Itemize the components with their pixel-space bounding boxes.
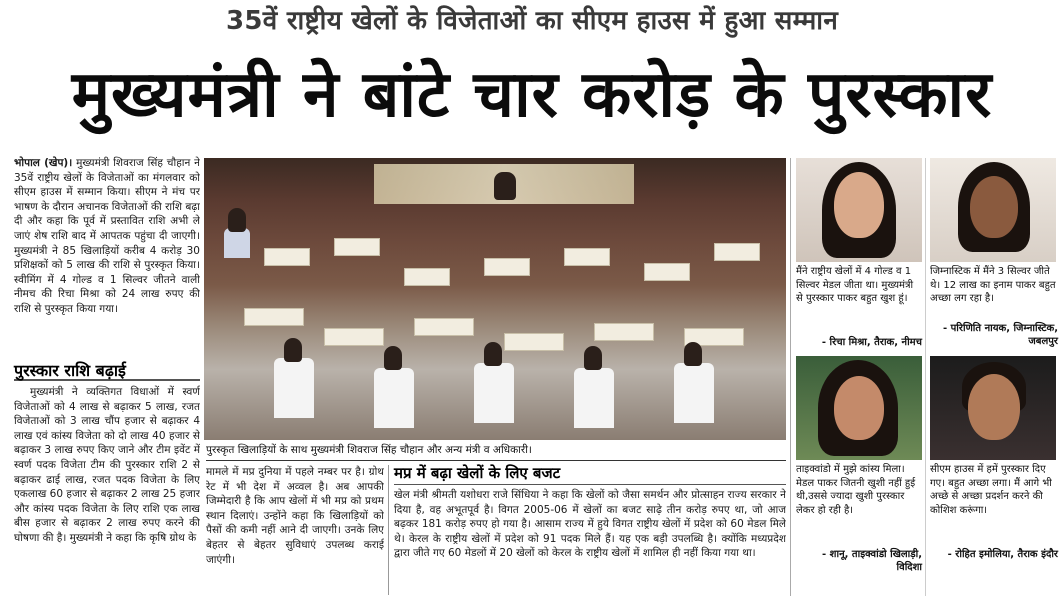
dateline: भोपाल (खेप)। [14, 157, 73, 169]
group-photo [204, 158, 786, 440]
quote-author: - परिणिति नायक, जिम्नास्टिक, जबलपुर [942, 323, 1058, 347]
portrait-rohit-imolia [930, 356, 1056, 460]
photo-cheque [244, 308, 304, 326]
portrait-face [968, 374, 1020, 440]
photo-cheque [334, 238, 380, 256]
divider [388, 465, 389, 595]
quote-text: मैंने राष्ट्रीय खेलों में 4 गोल्ड व 1 सिल्वर मेडल जीता था। मुख्यमंत्री से पुरस्कार पाकर बहुत खुश हूं। [796, 266, 914, 304]
photo-figure [224, 228, 250, 258]
photo-figure [474, 363, 514, 423]
portrait-richa-mishra [796, 158, 922, 262]
photo-cheque [714, 243, 760, 261]
quote-author: - शानू, ताइक्वांडो खिलाड़ी, विदिशा [822, 549, 922, 573]
photo-figure [674, 363, 714, 423]
photo-figure [574, 368, 614, 428]
photo-figure [384, 346, 402, 370]
paragraph-2: मुख्यमंत्री ने व्यक्तिगत विधाओं में स्वर्ण विजेताओं को 4 लाख से बढ़ाकर 5 लाख, रजत विजेताओं को 3 लाख चौंप हजार से बढ़ाकर 4 लाख एवं कांस्य विजेता को दो लाख 40 हजार से बढ़ाकर 3 लाख रुपए किए जाने और टीम इवेंट में स्वर्ण पदक विजेता टीम की पुरस्कार राशि 2 से बढ़ाकर ढाई लाख, रजत पदक विजेता के लिए एकलाख 60 हजार से बढ़ाकर 2 लाख 25 हजार और कांस्य पदक विजेता के लिए राशि एक लाख बीस हजार से बढ़ाकर 2 लाख रुपए करने की घोषणा की है। मुख्यमंत्री ने कहा कि कृषि ग्रोथ के [14, 386, 200, 544]
subheadline: 35वें राष्ट्रीय खेलों के विजेताओं का सीएम हाउस में हुआ सम्मान [225, 6, 839, 36]
section-heading-budget: मप्र में बढ़ा खेलों के लिए बजट [394, 463, 786, 485]
quote-author: - रोहित इमोलिया, तैराक इंदौर [947, 549, 1058, 560]
paragraph-1: मुख्यमंत्री शिवराज सिंह चौहान ने 35वें राष्ट्रीय खेलों के विजेताओं का मंगलवार को सीएम हाउस में सम्मान किया। सीएम ने मंच पर भाषण के दौरान अचानक विजेताओं की राशि बढ़ा दी और कहा कि पूर्व में प्रस्तावित राशि अभी ले जाएं शेष राशि बाद में आपतक पहुंचा दी जाएगी। मुख्यमंत्री ने 85 खिलाड़ियों करीब 4 करोड़ 30 प्रशिक्षकों को 5 लाख की राशि से पुरस्कृत किया। स्वीमिंग में 4 गोल्ड व 1 सिल्वर जीतने वाली नीमच की रिचा मिश्रा को 24 लाख रुपए की राशि से पुरस्कृत किया गया। [14, 157, 200, 315]
photo-cheque [324, 328, 384, 346]
photo-figure [374, 368, 414, 428]
quote-text: जिम्नास्टिक में मैंने 3 सिल्वर जीते थे। 12 लाख का इनाम पाकर बहुत अच्छा लग रहा है। [930, 266, 1056, 304]
photo-cheque [644, 263, 690, 281]
photo-figure [284, 338, 302, 362]
photo-figure [684, 342, 702, 366]
article-column-1-top [14, 156, 200, 356]
divider [790, 158, 791, 596]
photo-cheque [594, 323, 654, 341]
photo-figure [494, 172, 516, 200]
photo-figure [228, 208, 246, 232]
divider [206, 460, 786, 461]
quote-text: ताइक्वांडो में मुझे कांस्य मिला। मेडल पाकर जितनी खुशी नहीं हुई थी,उससे ज्यादा खुशी पुरस्कार लेकर हो रही है। [796, 464, 916, 516]
photo-figure [484, 342, 502, 366]
quote-author: - रिचा मिश्रा, तैराक, नीमच [821, 337, 922, 348]
photo-cheque [484, 258, 530, 276]
portrait-pariniti-nayak [930, 158, 1056, 262]
portrait-face [834, 172, 884, 238]
photo-cheque [414, 318, 474, 336]
portrait-face [970, 176, 1018, 238]
photo-figure [274, 358, 314, 418]
headline: मुख्यमंत्री ने बांटे चार करोड़ के पुरस्कार [71, 58, 993, 132]
photo-cheque [564, 248, 610, 266]
photo-cheque [404, 268, 450, 286]
photo-cheque [264, 248, 310, 266]
paragraph-4: खेल मंत्री श्रीमती यशोधरा राजे सिंधिया ने कहा कि खेलों को जैसा समर्थन और प्रोत्साहन राज्य सरकार ने दिया है, वह अभूतपूर्व है। विगत 2005-06 में खेलों का बजट साढ़े तीन करोड़ रुपए था, जो आज बढ़कर 181 करोड़ रुपए हो गया है। आसाम राज्य में हुये विगत राष्ट्रीय खेलों में प्रदेश को 60 मेडल मिले थे। केरल के राष्ट्रीय खेलों में प्रदेश को 91 पदक मिले हैं। यह एक बड़ी उपलब्धि है। क्योंकि मध्यप्रदेश द्वारा जीते गए 60 मेडलों में 20 खेलों को केरल के राष्ट्रीय खेलों में शामिल ही नहीं किया गया था। [394, 489, 786, 560]
quote-text: सीएम हाउस में हमें पुरस्कार दिए गए। बहुत अच्छा लगा। मैं आगे भी अच्छे से अच्छा प्रदर्शन करने की कोशिश करूंगा। [930, 464, 1052, 516]
photo-figure [584, 346, 602, 370]
portrait-face [834, 376, 884, 440]
paragraph-3: मामले में मप्र दुनिया में पहले नम्बर पर है। ग्रोथ रेट में भी देश में अव्वल है। अब आपकी जिम्मेदारी है कि आप खेलों में भी मप्र को प्रथम स्थान दिलाएं। उन्होंने कहा कि खिलाड़ियों को पैसों की कमी नहीं आने दी जाएगी। उनके लिए बेहतर से बेहतर सुविधाएं उपलब्ध कराई जाएंगी। [206, 466, 384, 566]
photo-cheque [504, 333, 564, 351]
section-heading-prize-increase: पुरस्कार राशि बढ़ाई [14, 359, 200, 381]
photo-caption: पुरस्कृत खिलाड़ियों के साथ मुख्यमंत्री शिवराज सिंह चौहान और अन्य मंत्री व अधिकारी। [206, 444, 532, 456]
portrait-shanu [796, 356, 922, 460]
divider [925, 158, 926, 596]
